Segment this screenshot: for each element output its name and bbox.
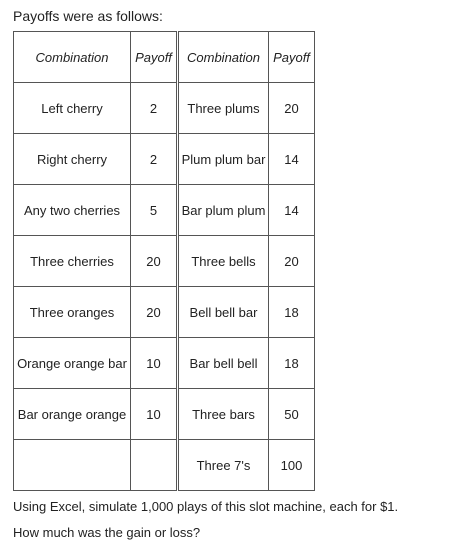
header-combination-1: Combination xyxy=(14,32,131,83)
combination-cell: Bell bell bar xyxy=(178,287,269,338)
table-row xyxy=(14,287,315,338)
combination-cell: Orange orange bar xyxy=(14,338,131,389)
combination-cell: Plum plum bar xyxy=(178,134,269,185)
header-payoff-1: Payoff xyxy=(131,32,178,83)
payoff-cell: 20 xyxy=(131,236,178,287)
payoff-cell: 14 xyxy=(269,134,315,185)
table-row xyxy=(14,83,315,134)
payoff-cell: 10 xyxy=(131,338,178,389)
combination-cell: Bar plum plum xyxy=(178,185,269,236)
payoff-cell: 20 xyxy=(131,287,178,338)
header-payoff-2: Payoff xyxy=(269,32,315,83)
header-combination-2: Combination xyxy=(178,32,269,83)
combination-cell xyxy=(14,440,131,491)
combination-cell: Bar bell bell xyxy=(178,338,269,389)
question-text: Using Excel, simulate 1,000 plays of this slot machine, each for $1. xyxy=(13,499,399,514)
payoff-cell: 18 xyxy=(269,287,315,338)
combination-cell: Right cherry xyxy=(14,134,131,185)
payoff-cell: 14 xyxy=(269,185,315,236)
table-row xyxy=(14,134,315,185)
combination-cell: Left cherry xyxy=(14,83,131,134)
payoff-cell: 2 xyxy=(131,83,178,134)
table-header-row xyxy=(14,32,315,83)
payoff-cell: 2 xyxy=(131,134,178,185)
table-row xyxy=(14,236,315,287)
combination-cell: Three 7's xyxy=(178,440,269,491)
payoff-cell: 100 xyxy=(269,440,315,491)
combination-cell: Bar orange orange xyxy=(14,389,131,440)
combination-cell: Three bars xyxy=(178,389,269,440)
payoff-cell: 5 xyxy=(131,185,178,236)
combination-cell: Any two cherries xyxy=(14,185,131,236)
payoff-cell: 50 xyxy=(269,389,315,440)
payoff-cell: 20 xyxy=(269,83,315,134)
combination-cell: Three bells xyxy=(178,236,269,287)
payoff-cell: 18 xyxy=(269,338,315,389)
table-row xyxy=(14,338,315,389)
combination-cell: Three oranges xyxy=(14,287,131,338)
payoff-cell: 10 xyxy=(131,389,178,440)
table-row xyxy=(14,185,315,236)
question-text: How much was the gain or loss? xyxy=(13,525,201,540)
payoff-cell: 20 xyxy=(269,236,315,287)
payoff-table xyxy=(13,31,315,491)
table-row xyxy=(14,389,315,440)
table-row xyxy=(14,440,315,491)
payoff-cell xyxy=(131,440,178,491)
intro-text: Payoffs were as follows: xyxy=(13,8,163,24)
combination-cell: Three cherries xyxy=(14,236,131,287)
combination-cell: Three plums xyxy=(178,83,269,134)
